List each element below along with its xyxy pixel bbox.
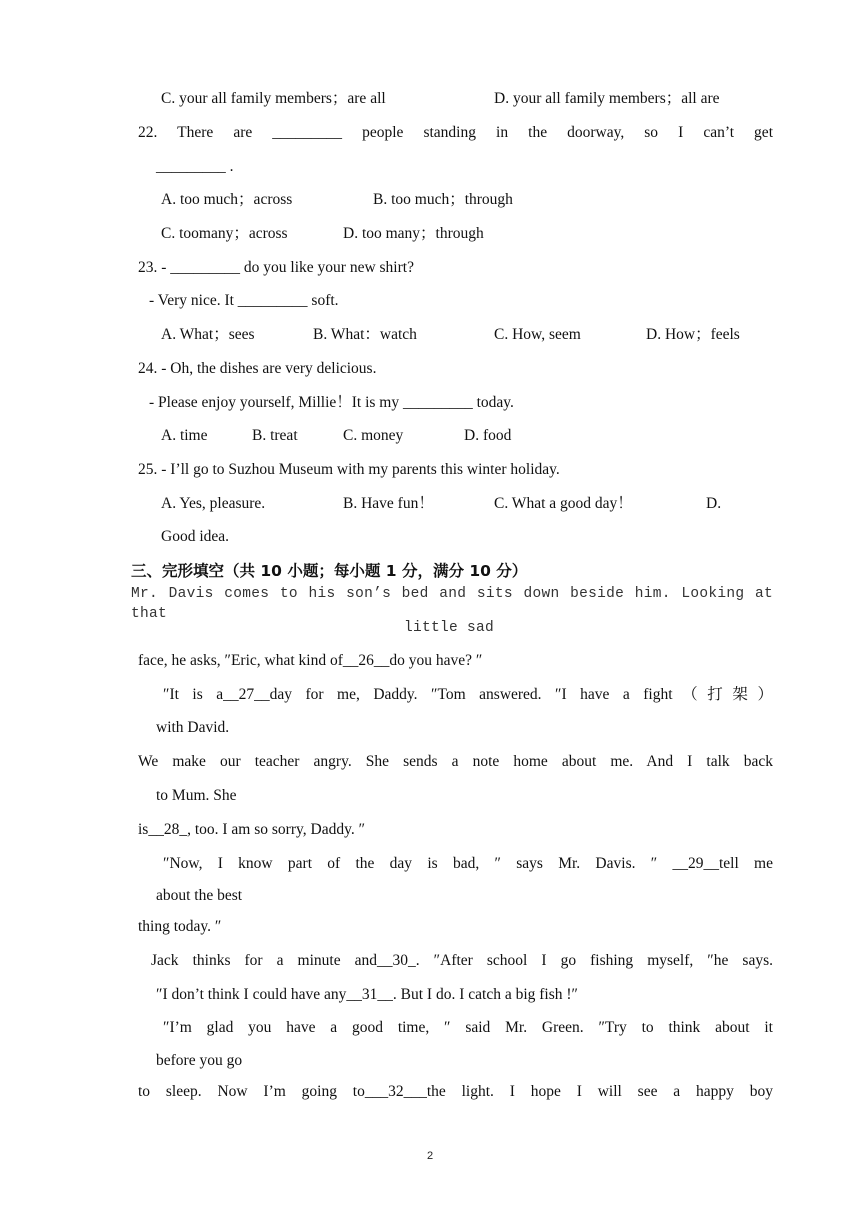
q23-option-c: C. How, seem [494,326,581,343]
passage-line-6: We make our teacher angry. She sends a note home about me. And I talk back [138,753,773,770]
q25-option-c: C. What a good day！ [494,495,633,512]
q21-option-d: D. your all family members；all are [494,90,720,107]
q22-option-a: A. too much；across [161,191,293,208]
passage-line-2: little sad [403,620,494,636]
q22-option-b: B. too much；through [373,191,513,208]
passage-line-11: thing today. ″ [138,918,222,935]
q23-option-a: A. What；sees [161,326,255,343]
q25-option-a: A. Yes, pleasure. [161,495,266,512]
passage-line-8: is__28_, too. I am so sorry, Daddy. ″ [138,821,366,838]
q23-stem: 23. - _________ do you like your new shirt? [138,259,414,276]
q22-option-c: C. toomany；across [161,225,288,242]
q24-option-c: C. money [343,427,404,444]
q22-option-d: D. too many；through [343,225,484,242]
passage-line-3: face, he asks, ″Eric, what kind of__26__do you have? ″ [138,652,483,669]
passage-line-4: ″It is a__27__day for me, Daddy. ″Tom answered. ″I have a fight（打架） [163,686,773,703]
q24-option-d: D. food [464,427,512,444]
passage-line-15: before you go [156,1052,243,1069]
passage-line-1: Mr. Davis comes to his son’s bed and sits down beside him. Looking at that [131,586,773,622]
q25-option-d: D. [706,495,722,512]
q25-option-d-text: Good idea. [161,528,230,545]
q23-option-b: B. What：watch [313,326,417,343]
q25-option-b: B. Have fun！ [343,495,434,512]
passage-line-10: about the best [156,887,243,904]
q24-option-b: B. treat [252,427,298,444]
q24-reply: - Please enjoy yourself, Millie！It is my _________ today. [149,394,514,411]
page-number: 2 [426,1150,434,1162]
passage-line-14: ″I’m glad you have a good time, ″ said Mr. Green. ″Try to think about it [163,1019,773,1036]
q22-stem: 22. There are _________ people standing in the doorway, so I can’t get [138,124,773,141]
passage-line-5: with David. [156,719,230,736]
q25-stem: 25. - I’ll go to Suzhou Museum with my parents this winter holiday. [138,461,560,478]
passage-line-7: to Mum. She [156,787,237,804]
q24-stem: 24. - Oh, the dishes are very delicious. [138,360,377,377]
passage-line-12: Jack thinks for a minute and__30_. ″After school I go fishing myself, ″he says. [151,952,773,969]
passage-line-9: ″Now, I know part of the day is bad, ″ says Mr. Davis. ″ __29__tell me [163,855,773,872]
q21-option-c: C. your all family members；are all [161,90,386,107]
q23-option-d: D. How；feels [646,326,740,343]
passage-line-13: ″I don’t think I could have any__31__. But I do. I catch a big fish !″ [156,986,578,1003]
q23-reply: - Very nice. It _________ soft. [149,292,339,309]
passage-line-16: to sleep. Now I’m going to___32___the light. I hope I will see a happy boy [138,1083,773,1100]
section-heading: 三、完形填空（共 10 小题；每小题 1 分，满分 10 分） [131,562,528,580]
q22-stem-continuation: _________ . [156,158,234,175]
q24-option-a: A. time [161,427,208,444]
